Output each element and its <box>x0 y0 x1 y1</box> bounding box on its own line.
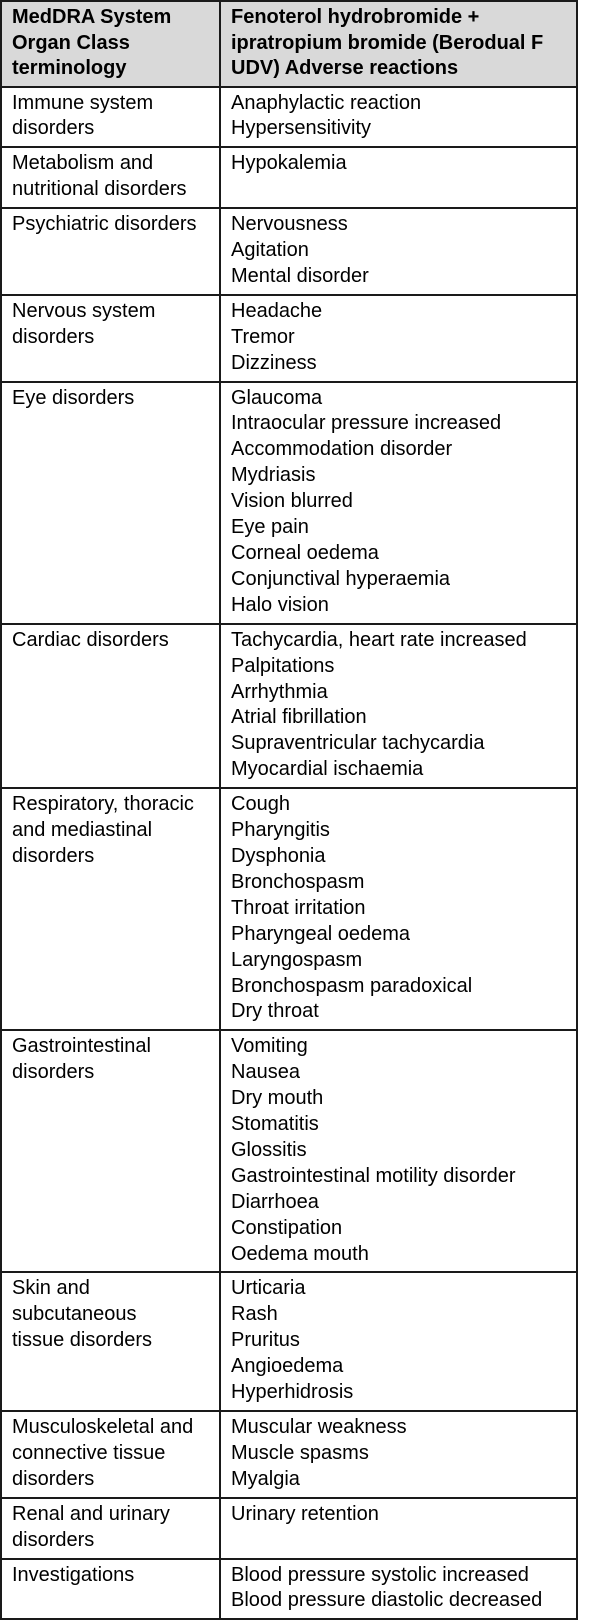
adverse-reaction-item: Myocardial ischaemia <box>231 758 424 781</box>
adverse-reaction-item: Dry mouth <box>231 1087 324 1110</box>
adverse-reaction-item: Agitation <box>231 239 309 262</box>
table-row <box>1 788 577 1030</box>
adverse-reactions-cell <box>220 147 577 208</box>
organ-class-cell: Metabolism and nutritional disorders <box>1 147 220 208</box>
adverse-reaction-item: Intraocular pressure increased <box>231 412 502 435</box>
adverse-reaction-item: Accommodation disorder <box>231 438 453 461</box>
organ-class-cell: Renal and urinary disorders <box>1 1498 220 1559</box>
table-row <box>1 87 577 148</box>
adverse-reactions-cell <box>220 788 577 1030</box>
adverse-reaction-item: Oedema mouth <box>231 1242 369 1265</box>
adverse-reactions-cell <box>220 1272 577 1411</box>
adverse-reaction-item: Angioedema <box>231 1355 344 1378</box>
adverse-reaction-item: Dizziness <box>231 351 317 374</box>
adverse-reaction-item: Bronchospasm paradoxical <box>231 974 473 997</box>
adverse-reaction-item: Headache <box>231 299 323 322</box>
adverse-reaction-item: Muscle spasms <box>231 1441 369 1464</box>
adverse-reaction-item: Eye pain <box>231 516 309 539</box>
adverse-reaction-item: Vomiting <box>231 1035 308 1058</box>
table-row <box>1 382 577 624</box>
adverse-reaction-item: Nausea <box>231 1061 300 1084</box>
adverse-reaction-item: Pharyngeal oedema <box>231 922 411 945</box>
table-row <box>1 1272 577 1411</box>
adverse-reaction-item: Tachycardia, heart rate increased <box>231 628 527 651</box>
organ-class-cell: Immune system disorders <box>1 87 220 148</box>
adverse-reactions-cell <box>220 208 577 295</box>
adverse-reaction-item: Glossitis <box>231 1138 307 1161</box>
adverse-reaction-item: Hyperhidrosis <box>231 1381 354 1404</box>
organ-class-cell: Psychiatric disorders <box>1 208 220 295</box>
adverse-reaction-item: Rash <box>231 1303 278 1326</box>
adverse-reaction-item: Dysphonia <box>231 844 326 867</box>
header-soc-terminology: MedDRA System Organ Class terminology <box>1 1 220 87</box>
table-row <box>1 624 577 788</box>
adverse-reactions-cell <box>220 624 577 788</box>
table-row <box>1 208 577 295</box>
organ-class-cell: Eye disorders <box>1 382 220 624</box>
table-header <box>1 1 577 87</box>
organ-class-cell: Cardiac disorders <box>1 624 220 788</box>
adverse-reaction-item: Bronchospasm <box>231 870 365 893</box>
adverse-reaction-item: Blood pressure diastolic decreased <box>231 1589 543 1612</box>
adverse-reaction-item: Blood pressure systolic increased <box>231 1563 529 1586</box>
adverse-reactions-cell <box>220 295 577 382</box>
adverse-reaction-item: Muscular weakness <box>231 1416 407 1438</box>
adverse-reaction-item: Mydriasis <box>231 464 316 487</box>
table-row <box>1 295 577 382</box>
header-adverse-reactions: Fenoterol hydrobromide + ipratropium bromide (Berodual F UDV) Adverse reactions <box>220 1 577 87</box>
adverse-reaction-item: Urticaria <box>231 1277 306 1300</box>
adverse-reaction-item: Halo vision <box>231 593 329 616</box>
table-row <box>1 1498 577 1559</box>
adverse-reactions-cell <box>220 1559 577 1620</box>
adverse-reaction-item: Hypersensitivity <box>231 117 372 140</box>
organ-class-cell: Gastrointestinal disorders <box>1 1030 220 1272</box>
adverse-reaction-item: Laryngospasm <box>231 948 363 971</box>
adverse-reaction-item: Gastrointestinal motility disorder <box>231 1164 516 1187</box>
organ-class-cell: Musculoskeletal and connective tissue disorders <box>1 1411 220 1498</box>
organ-class-cell: Respiratory, thoracic and mediastinal disorders <box>1 788 220 1030</box>
adverse-reaction-item: Conjunctival hyperaemia <box>231 567 451 590</box>
adverse-reaction-item: Pruritus <box>231 1329 300 1352</box>
adverse-reactions-cell <box>220 1411 577 1498</box>
adverse-reaction-item: Hypokalemia <box>231 152 347 175</box>
adverse-reaction-item: Tremor <box>231 325 295 348</box>
table-row <box>1 1030 577 1272</box>
table-body <box>1 87 577 1620</box>
adverse-reaction-item: Myalgia <box>231 1467 300 1490</box>
adverse-reaction-item: Stomatitis <box>231 1113 319 1136</box>
adverse-reaction-item: Throat irritation <box>231 896 366 919</box>
adverse-reaction-item: Diarrhoea <box>231 1190 319 1213</box>
organ-class-cell: Investigations <box>1 1559 220 1620</box>
adverse-reaction-item: Atrial fibrillation <box>231 706 367 729</box>
table-row <box>1 1411 577 1498</box>
adverse-reaction-item: Mental disorder <box>231 264 369 287</box>
organ-class-cell: Nervous system disorders <box>1 295 220 382</box>
table-row <box>1 1559 577 1620</box>
adverse-reactions-cell <box>220 1498 577 1559</box>
adverse-reaction-item: Pharyngitis <box>231 819 330 842</box>
adverse-reaction-item: Supraventricular tachycardia <box>231 732 485 755</box>
adverse-reaction-item: Dry throat <box>231 1000 319 1023</box>
adverse-reaction-item: Arrhythmia <box>231 680 328 703</box>
adverse-reaction-item: Anaphylactic reaction <box>231 91 422 114</box>
adverse-reactions-cell <box>220 87 577 148</box>
adverse-reaction-item: Urinary retention <box>231 1502 379 1525</box>
adverse-reaction-item: Vision blurred <box>231 490 353 513</box>
adverse-reaction-item: Cough <box>231 793 290 816</box>
adverse-reactions-cell <box>220 1030 577 1272</box>
organ-class-cell: Skin and subcutaneous tissue disorders <box>1 1272 220 1411</box>
header-row <box>1 1 577 87</box>
adverse-reaction-item: Constipation <box>231 1216 343 1239</box>
adverse-reactions-cell <box>220 382 577 624</box>
adverse-reaction-item: Corneal oedema <box>231 542 379 564</box>
adverse-reaction-item: Nervousness <box>231 213 348 236</box>
adverse-reaction-item: Palpitations <box>231 654 335 677</box>
adverse-reaction-item: Glaucoma <box>231 386 323 409</box>
table-row <box>1 147 577 208</box>
